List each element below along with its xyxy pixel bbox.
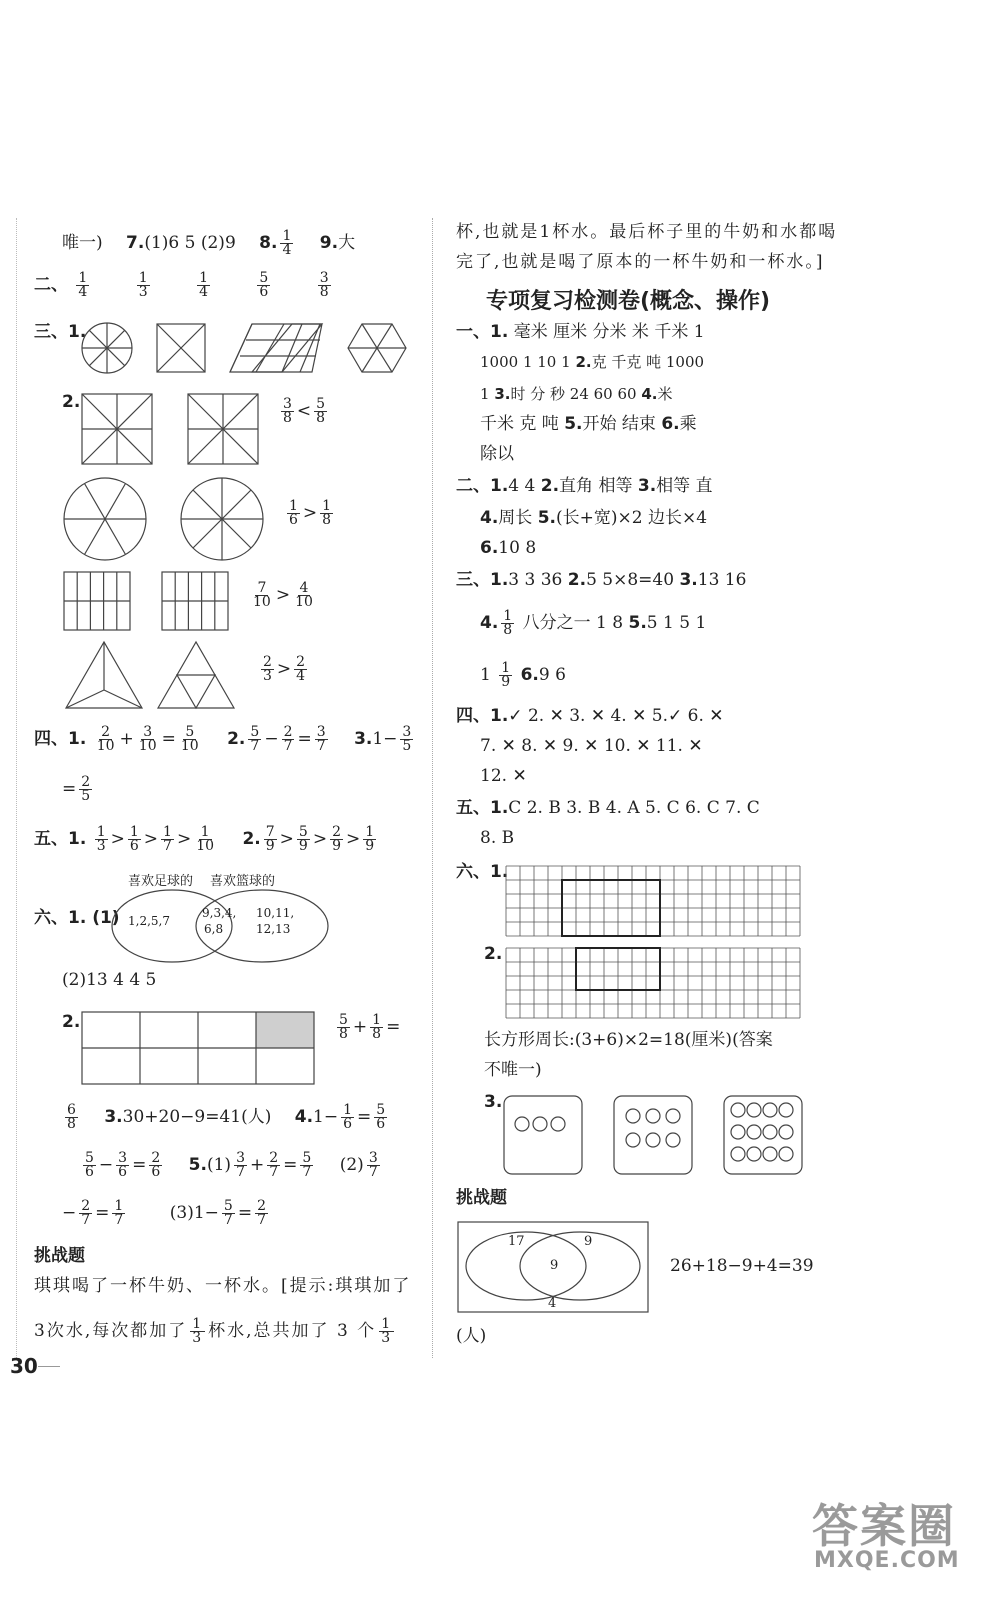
comparison-4: $\frac{2}{3}$ > $\frac{2}{4}$ [263, 654, 306, 684]
fraction-bar-grid [80, 1010, 316, 1086]
challenge-expression: 26+18−9+4=39 [670, 1256, 814, 1276]
r-s6-label: 六、1. [456, 862, 509, 882]
left-challenge-line-2: 3次水,每次都加了 $\frac{1}{3}$ 杯水,总共加了 3 个 $\frac{1}{3}$ [34, 1316, 393, 1346]
fraction: $\frac{1}{4}$ [199, 270, 208, 300]
left-challenge-title: 挑战题 [34, 1246, 85, 1266]
square-pair [80, 392, 280, 466]
venn-only-set2-a: 10,11, [256, 906, 295, 920]
square-grid-2 [504, 946, 800, 1016]
r-s2-line-1: 二、1.4 4 2.直角 相等 3.相等 直 [456, 476, 713, 496]
section-4-line-2: = $\frac{2}{5}$ [62, 774, 91, 804]
column-divider [432, 218, 434, 1358]
page-number: 30 [10, 1354, 38, 1378]
answer-line-9: $\frac{6}{8}$ 3.30+20−9=41(人) 4.1− $\frac{1}{6}$ = $\frac{5}{6}$ [67, 1102, 386, 1132]
answer-line-2: 二、 $\frac{1}{4}$ $\frac{1}{3}$ $\frac{1}{4}$ $\frac{5}{6}$ $\frac{3}{8}$ [34, 270, 329, 300]
s6-q2-expr: $\frac{5}{8}$ + $\frac{1}{8}$ = [339, 1012, 401, 1042]
fraction: $\frac{3}{8}$ [283, 396, 292, 426]
fraction: $\frac{1}{4}$ [282, 228, 292, 258]
comparison-2: $\frac{1}{6}$ > $\frac{1}{8}$ [289, 498, 332, 528]
venn-right-count: 9 [584, 1234, 593, 1249]
triangle-pair [64, 640, 244, 710]
venn-both-1: 9,3,4, [202, 906, 237, 920]
r-s4-line-3: 12. ✕ [480, 766, 527, 786]
venn-only-set2-b: 12,13 [256, 922, 291, 936]
fraction: $\frac{5}{8}$ [316, 396, 326, 426]
comparison-3: $\frac{7}{10}$ > $\frac{4}{10}$ [253, 580, 313, 610]
venn-set-label-1: 喜欢足球的 [128, 874, 194, 889]
challenge-unit: (人) [456, 1326, 487, 1346]
r-s4-line-1: 四、1.✓ 2. ✕ 3. ✕ 4. ✕ 5.✓ 6. ✕ [456, 706, 724, 726]
fraction: $\frac{4}{10}$ [295, 580, 313, 610]
right-line-1: 杯,也就是1杯水。最后杯子里的牛奶和水都喝 [456, 222, 838, 242]
section-heading: 专项复习检测卷(概念、操作) [486, 289, 771, 314]
right-challenge-title: 挑战题 [456, 1188, 507, 1208]
fraction: $\frac{2}{4}$ [296, 654, 306, 684]
right-line-2: 完了,也就是喝了原本的一杯牛奶和一杯水。] [456, 252, 825, 272]
venn-both-count: 9 [550, 1258, 559, 1273]
venn-only-set1: 1,2,5,7 [128, 914, 170, 928]
r-s1-line-2: 1000 1 10 1 2.克 千克 吨 1000 [480, 353, 705, 371]
fraction: $\frac{3}{8}$ [319, 270, 329, 300]
s6-q2-label: 2. [62, 1012, 81, 1032]
comparison-1: $\frac{3}{8}$ < $\frac{5}{8}$ [283, 396, 326, 426]
venn-both-2: 6,8 [204, 922, 224, 936]
r-s3-line-2: 4. $\frac{1}{8}$ 八分之一 1 8 5.5 1 5 1 [480, 608, 707, 638]
r-s1-line-5: 除以 [480, 444, 514, 464]
fraction: $\frac{7}{10}$ [253, 580, 271, 610]
answer-line-11: − $\frac{2}{7}$ = $\frac{1}{7}$ (3)1− $\frac{5}{7}$ = $\frac{2}{7}$ [62, 1198, 266, 1228]
section-3-label: 三、1. [34, 322, 87, 342]
circle-arrays [502, 1094, 812, 1178]
r-s1-line-1: 一、1. 毫米 厘米 分米 米 千米 1 [456, 322, 705, 342]
r-s1-line-3: 1 3.时 分 秒 24 60 60 4.米 [480, 385, 673, 403]
r-s6-q2-label: 2. [484, 944, 503, 964]
r-s4-line-2: 7. ✕ 8. ✕ 9. ✕ 10. ✕ 11. ✕ [480, 736, 703, 756]
perimeter-line-2: 不唯一) [484, 1060, 542, 1080]
section-6-part-2: (2)13 4 4 5 [62, 970, 157, 990]
r-s5-line-2: 8. B [480, 828, 515, 848]
section-6-label: 六、1. (1) [34, 908, 120, 928]
parallelogram-grid [252, 324, 322, 372]
answer-line-10: $\frac{5}{6}$ − $\frac{3}{6}$ = $\frac{2}{6}$ 5.(1) $\frac{3}{7}$ + $\frac{2}{7}$ = $\frac{5}{7}$ (2) $\frac{3}{7}$ [85, 1150, 378, 1180]
circle-pair [62, 476, 272, 562]
q2-label: 2. [62, 392, 81, 412]
left-challenge-line-1: 琪琪喝了一杯牛奶、一杯水。[提示:琪琪加了 [34, 1276, 412, 1296]
r-s3-line-1: 三、1.3 3 36 2.5 5×8=40 3.13 16 [456, 570, 747, 590]
r-s1-line-4: 千米 克 吨 5.开始 结束 6.乘 [480, 414, 697, 434]
divided-shapes-row [80, 320, 410, 376]
fraction: $\frac{1}{3}$ [138, 270, 148, 300]
venn-left-count: 17 [508, 1234, 525, 1249]
square-grid-1 [504, 864, 800, 934]
r-s2-line-2: 4.周长 5.(长+宽)×2 边长×4 [480, 508, 708, 528]
perimeter-line: 长方形周长:(3+6)×2=18(厘米)(答案 [484, 1030, 773, 1050]
section-5-line: 五、1. $\frac{1}{3}$ > $\frac{1}{6}$ > $\frac{1}{7}$ > $\frac{1}{10}$ 2. $\frac{7}{9}$ > $\frac{5}{9}$ > $\frac{2}{9}$ > $\frac{1}{9}$ [34, 824, 375, 854]
venn-set-label-2: 喜欢篮球的 [210, 874, 276, 889]
watermark-logo: 答案圈 MXQE.COM [812, 1499, 960, 1573]
fraction: $\frac{1}{8}$ [322, 498, 332, 528]
r-s6-q3-label: 3. [484, 1092, 503, 1112]
r-s5-line-1: 五、1.C 2. B 3. B 4. A 5. C 6. C 7. C [456, 798, 760, 818]
fraction: $\frac{2}{3}$ [263, 654, 272, 684]
fraction: $\frac{1}{6}$ [289, 498, 298, 528]
page-number-rule [38, 1366, 60, 1367]
bar-grid-pair [62, 570, 242, 632]
section-4-line: 四、1. $\frac{2}{10}$ + $\frac{3}{10}$ = $\frac{5}{10}$ 2. $\frac{5}{7}$ − $\frac{2}{7}$ = $\frac{3}{7}$ 3.1− $\frac{3}{5}$ [34, 724, 412, 754]
fraction: $\frac{5}{6}$ [259, 270, 269, 300]
answer-line-1: 唯一) 7.(1)6 5 (2)9 8. $\frac{1}{4}$ 9.大 [62, 228, 356, 258]
venn-neither-count: 4 [548, 1296, 557, 1311]
left-margin-rule [16, 218, 18, 1358]
shaded-cell [256, 1012, 314, 1048]
fraction: $\frac{1}{4}$ [78, 270, 88, 300]
r-s2-line-3: 6.10 8 [480, 538, 537, 558]
r-s3-line-3: 1 $\frac{1}{9}$ 6.9 6 [480, 660, 566, 690]
